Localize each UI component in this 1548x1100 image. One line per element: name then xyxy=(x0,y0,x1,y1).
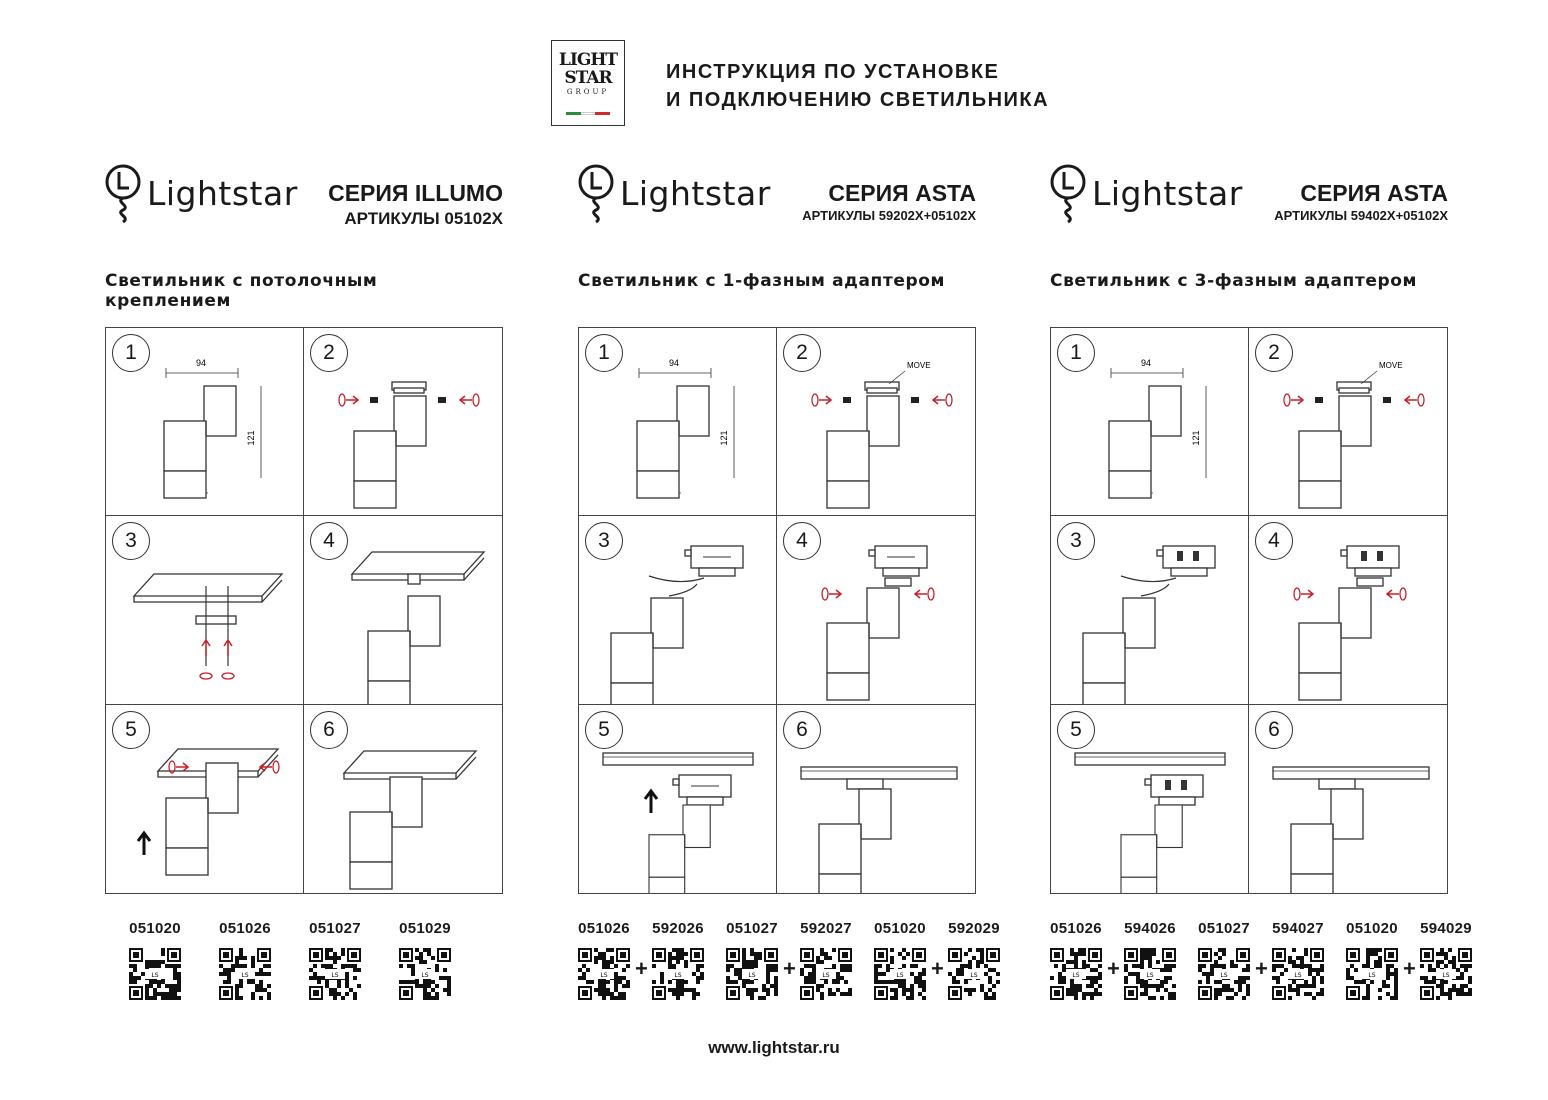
step-panel xyxy=(106,705,304,893)
plus-sign: + xyxy=(1255,956,1268,981)
step-panel xyxy=(1249,516,1447,704)
logo-text-star: STAR xyxy=(564,68,612,88)
step-number: 1 xyxy=(585,334,623,372)
plus-sign: + xyxy=(783,956,796,981)
product-code[interactable] xyxy=(1186,920,1262,979)
step-panel xyxy=(304,328,502,516)
product-codes xyxy=(578,920,1000,1010)
product-code-label: 051020 xyxy=(1346,920,1398,937)
step-panel xyxy=(777,328,975,516)
document-title xyxy=(666,58,1049,114)
step-number: 6 xyxy=(783,711,821,749)
logo-text-group: GROUP xyxy=(566,88,610,96)
product-code[interactable] xyxy=(788,920,864,979)
product-code[interactable] xyxy=(936,920,1012,979)
product-code[interactable] xyxy=(1112,920,1188,979)
qr-code[interactable] xyxy=(1124,948,1176,1004)
product-code[interactable] xyxy=(117,920,193,979)
qr-code[interactable] xyxy=(1198,948,1250,1004)
svg-text:LS: LS xyxy=(1146,972,1154,979)
step-panel xyxy=(1051,328,1249,516)
product-code-label: 051027 xyxy=(726,920,778,937)
series-name: СЕРИЯ ASTA xyxy=(828,180,976,206)
qr-code[interactable] xyxy=(399,948,451,1004)
series-articles: АРТИКУЛЫ 59402X+05102X xyxy=(1274,208,1448,223)
product-code-label: 592026 xyxy=(652,920,704,937)
step-number: 6 xyxy=(1255,711,1293,749)
step-number: 5 xyxy=(585,711,623,749)
svg-text:LS: LS xyxy=(748,972,756,979)
step-panel xyxy=(777,705,975,893)
svg-text:LS: LS xyxy=(331,972,339,979)
step-panel xyxy=(304,516,502,704)
qr-code[interactable] xyxy=(1346,948,1398,1004)
lightstar-group-logo xyxy=(551,40,625,126)
product-code[interactable] xyxy=(640,920,716,979)
step-number: 5 xyxy=(1057,711,1095,749)
product-code-label: 051020 xyxy=(874,920,926,937)
dimension-height: 121 xyxy=(1191,430,1201,446)
series-articles: АРТИКУЛЫ 05102X xyxy=(344,209,503,228)
lightstar-brand-logo xyxy=(1050,162,1243,224)
step-number: 4 xyxy=(1255,522,1293,560)
product-codes xyxy=(1050,920,1472,1010)
step-number: 3 xyxy=(585,522,623,560)
qr-code[interactable] xyxy=(578,948,630,1004)
product-code[interactable] xyxy=(714,920,790,979)
lightstar-brand-logo xyxy=(578,162,771,224)
step-panel xyxy=(304,705,502,893)
title-line-2: И ПОДКЛЮЧЕНИЮ СВЕТИЛЬНИКА xyxy=(666,89,1050,111)
lightstar-brand-logo xyxy=(105,162,298,224)
dimension-width: 94 xyxy=(195,358,207,368)
lightstar-bulb-icon xyxy=(1050,162,1086,224)
step-panel xyxy=(1249,705,1447,893)
product-code-label: 051027 xyxy=(309,920,361,937)
svg-text:LS: LS xyxy=(1368,972,1376,979)
plus-sign: + xyxy=(635,956,648,981)
step-number: 3 xyxy=(1057,522,1095,560)
qr-code[interactable] xyxy=(1272,948,1324,1004)
step-panel xyxy=(1051,705,1249,893)
dimension-width: 94 xyxy=(668,358,680,368)
qr-code[interactable] xyxy=(309,948,361,1004)
svg-text:LS: LS xyxy=(1442,972,1450,979)
step-number: 2 xyxy=(1255,334,1293,372)
series-name: СЕРИЯ ASTA xyxy=(1300,180,1448,206)
qr-code[interactable] xyxy=(129,948,181,1004)
product-code-label: 051027 xyxy=(1198,920,1250,937)
product-code-label: 592027 xyxy=(800,920,852,937)
product-code-label: 051029 xyxy=(399,920,451,937)
product-code[interactable] xyxy=(207,920,283,979)
svg-text:LS: LS xyxy=(421,972,429,979)
svg-text:LS: LS xyxy=(1294,972,1302,979)
step-number: 3 xyxy=(112,522,150,560)
product-code[interactable] xyxy=(566,920,642,979)
dimension-width: 94 xyxy=(1140,358,1152,368)
qr-code[interactable] xyxy=(219,948,271,1004)
brand-name: Lightstar xyxy=(147,173,298,213)
plus-sign: + xyxy=(931,956,944,981)
step-panel xyxy=(777,516,975,704)
svg-text:LS: LS xyxy=(600,972,608,979)
step-number: 4 xyxy=(310,522,348,560)
section-subtitle: Светильник с 3-фазным адаптером xyxy=(1050,271,1418,291)
product-code-label: 051026 xyxy=(1050,920,1102,937)
installation-steps-grid xyxy=(1050,327,1448,894)
step-panel xyxy=(579,328,777,516)
product-codes xyxy=(105,920,505,1010)
product-code-label: 594026 xyxy=(1124,920,1176,937)
lightstar-bulb-icon xyxy=(105,162,141,224)
svg-text:LS: LS xyxy=(896,972,904,979)
qr-code[interactable] xyxy=(1420,948,1472,1004)
step-number: 4 xyxy=(783,522,821,560)
product-code[interactable] xyxy=(297,920,373,979)
product-code-label: 594029 xyxy=(1420,920,1472,937)
step-panel xyxy=(1249,328,1447,516)
svg-text:LS: LS xyxy=(674,972,682,979)
qr-code[interactable] xyxy=(726,948,778,1004)
product-code[interactable] xyxy=(387,920,463,979)
brand-name: Lightstar xyxy=(1092,173,1243,213)
brand-name: Lightstar xyxy=(620,173,771,213)
series-name: СЕРИЯ ILLUMO xyxy=(328,180,503,206)
move-label: MOVE xyxy=(907,361,931,370)
product-code-label: 051026 xyxy=(219,920,271,937)
step-number: 1 xyxy=(112,334,150,372)
step-number: 2 xyxy=(310,334,348,372)
svg-text:LS: LS xyxy=(241,972,249,979)
series-info xyxy=(1274,178,1448,224)
section-subtitle: Светильник с потолочным креплением xyxy=(105,271,378,311)
step-panel xyxy=(579,705,777,893)
dimension-height: 121 xyxy=(246,430,256,446)
product-code-label: 051026 xyxy=(578,920,630,937)
plus-sign: + xyxy=(1403,956,1416,981)
qr-code[interactable] xyxy=(874,948,926,1004)
step-panel xyxy=(579,516,777,704)
product-code[interactable] xyxy=(1038,920,1114,979)
italian-flag-stripe xyxy=(566,112,610,115)
logo-text-light: LIGHT xyxy=(558,50,618,70)
plus-sign: + xyxy=(1107,956,1120,981)
svg-text:LS: LS xyxy=(822,972,830,979)
svg-text:LS: LS xyxy=(1072,972,1080,979)
lightstar-bulb-icon xyxy=(578,162,614,224)
step-number: 2 xyxy=(783,334,821,372)
series-articles: АРТИКУЛЫ 59202X+05102X xyxy=(802,208,976,223)
website-url[interactable]: www.lightstar.ru xyxy=(708,1038,840,1057)
installation-steps-grid xyxy=(105,327,503,894)
product-code[interactable] xyxy=(1334,920,1410,979)
qr-code[interactable] xyxy=(800,948,852,1004)
step-panel xyxy=(1051,516,1249,704)
qr-code[interactable] xyxy=(1050,948,1102,1004)
product-code[interactable] xyxy=(862,920,938,979)
dimension-height: 121 xyxy=(719,430,729,446)
section-subtitle: Светильник с 1-фазным адаптером xyxy=(578,271,946,291)
step-panel xyxy=(106,328,304,516)
step-number: 5 xyxy=(112,711,150,749)
svg-text:LS: LS xyxy=(1220,972,1228,979)
title-line-1: ИНСТРУКЦИЯ ПО УСТАНОВКЕ xyxy=(666,61,1000,83)
installation-steps-grid xyxy=(578,327,976,894)
product-code[interactable] xyxy=(1408,920,1484,979)
qr-code[interactable] xyxy=(652,948,704,1004)
step-panel xyxy=(106,516,304,704)
product-code[interactable] xyxy=(1260,920,1336,979)
product-code-label: 051020 xyxy=(129,920,181,937)
qr-code[interactable] xyxy=(948,948,1000,1004)
product-code-label: 592029 xyxy=(948,920,1000,937)
series-info xyxy=(328,178,503,230)
svg-text:LS: LS xyxy=(151,972,159,979)
series-info xyxy=(802,178,976,224)
svg-text:LS: LS xyxy=(970,972,978,979)
step-number: 1 xyxy=(1057,334,1095,372)
step-number: 6 xyxy=(310,711,348,749)
move-label: MOVE xyxy=(1379,361,1403,370)
product-code-label: 594027 xyxy=(1272,920,1324,937)
